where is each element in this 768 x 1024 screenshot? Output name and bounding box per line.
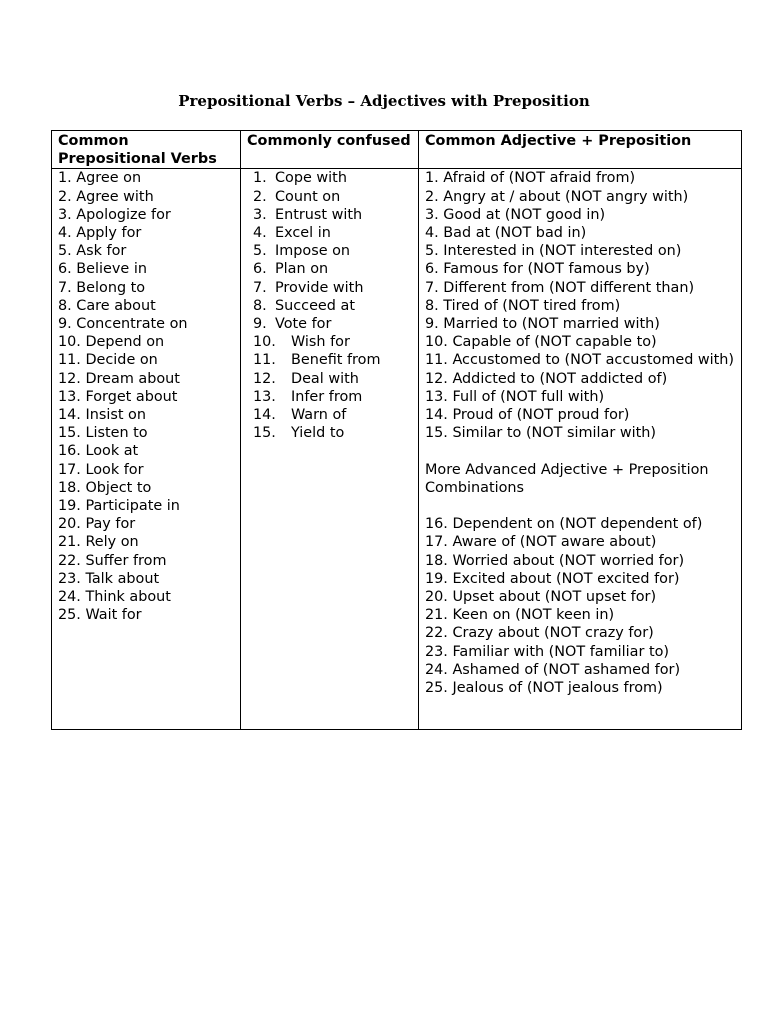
list-item: 4. Bad at (NOT bad in) <box>425 225 587 242</box>
list-item: 24. Think about <box>58 589 171 606</box>
list-item: 1. Afraid of (NOT afraid from) <box>425 170 636 187</box>
list-item-number: 8. <box>253 297 267 314</box>
list-item-number: 2. <box>253 188 267 205</box>
list-item <box>253 224 412 242</box>
list-item: 7. Belong to <box>58 279 146 296</box>
list-item <box>253 424 412 442</box>
list-item <box>253 315 412 333</box>
list-item: 19. Participate in <box>58 498 180 515</box>
advanced-adjective-list <box>425 515 735 697</box>
list-item: 22. Crazy about (NOT crazy for) <box>425 625 654 642</box>
list-item <box>253 188 412 206</box>
list-item: 8. Tired of (NOT tired from) <box>425 297 621 314</box>
header-prepositional-verbs: Common Prepositional Verbs <box>52 131 241 169</box>
list-item-number: 13. <box>253 388 276 405</box>
list-item-number: 12. <box>253 370 276 387</box>
list-item-text: Warn of <box>291 407 347 424</box>
list-item: 18. Object to <box>58 479 152 496</box>
list-item: 3. Good at (NOT good in) <box>425 206 606 223</box>
list-item: 11. Decide on <box>58 352 158 369</box>
list-item: 5. Ask for <box>58 243 127 260</box>
list-item: 16. Dependent on (NOT dependent of) <box>425 516 703 533</box>
list-item-text: Excel in <box>275 225 331 242</box>
prepositional-verbs-cell <box>52 169 241 730</box>
prepositional-verbs-list <box>58 169 234 624</box>
list-item: 15. Similar to (NOT similar with) <box>425 425 656 442</box>
list-item-text: Plan on <box>275 261 329 278</box>
commonly-confused-cell <box>241 169 419 730</box>
list-item: 5. Interested in (NOT interested on) <box>425 243 682 260</box>
list-item-number: 10. <box>253 334 276 351</box>
adjective-preposition-cell <box>419 169 742 730</box>
list-item <box>253 169 412 187</box>
adjective-preposition-list <box>425 169 735 442</box>
list-item: 6. Famous for (NOT famous by) <box>425 261 650 278</box>
list-item <box>253 388 412 406</box>
list-item-text: Provide with <box>275 279 364 296</box>
list-item <box>253 206 412 224</box>
list-item: 20. Upset about (NOT upset for) <box>425 589 657 606</box>
list-item <box>253 406 412 424</box>
list-item: 7. Different from (NOT different than) <box>425 279 695 296</box>
list-item-number: 9. <box>253 316 267 333</box>
list-item-text: Yield to <box>291 425 345 442</box>
list-item: 25. Wait for <box>58 607 142 624</box>
list-item-text: Entrust with <box>275 206 363 223</box>
list-item-number: 7. <box>253 279 267 296</box>
list-item-text: Infer from <box>291 388 363 405</box>
list-item-number: 4. <box>253 225 267 242</box>
list-item: 20. Pay for <box>58 516 136 533</box>
list-item: 9. Concentrate on <box>58 316 188 333</box>
list-item: 11. Accustomed to (NOT accustomed with) <box>425 352 735 369</box>
list-item <box>253 333 412 351</box>
list-item: 14. Proud of (NOT proud for) <box>425 407 630 424</box>
list-item: 24. Ashamed of (NOT ashamed for) <box>425 661 681 678</box>
spacer <box>425 497 735 515</box>
list-item: 6. Believe in <box>58 261 147 278</box>
list-item: 10. Depend on <box>58 334 165 351</box>
list-item: 19. Excited about (NOT excited for) <box>425 570 680 587</box>
list-item: 10. Capable of (NOT capable to) <box>425 334 657 351</box>
list-item: 8. Care about <box>58 297 156 314</box>
list-item-number: 15. <box>253 425 276 442</box>
list-item: 4. Apply for <box>58 225 142 242</box>
list-item <box>253 370 412 388</box>
list-item-number: 5. <box>253 243 267 260</box>
list-item: 21. Rely on <box>58 534 139 551</box>
list-item-text: Succeed at <box>275 297 355 314</box>
list-item-number: 11. <box>253 352 276 369</box>
list-item <box>253 260 412 278</box>
list-item: 25. Jealous of (NOT jealous from) <box>425 680 663 697</box>
list-item: 1. Agree on <box>58 170 142 187</box>
list-item: 13. Forget about <box>58 388 178 405</box>
list-item-text: Count on <box>275 188 341 205</box>
header-commonly-confused: Commonly confused <box>241 131 419 169</box>
list-item: 17. Look for <box>58 461 144 478</box>
list-item <box>253 297 412 315</box>
list-item: 2. Angry at / about (NOT angry with) <box>425 188 689 205</box>
list-item: 15. Listen to <box>58 425 148 442</box>
list-item: 23. Talk about <box>58 570 160 587</box>
list-item-text: Wish for <box>291 334 350 351</box>
list-item: 16. Look at <box>58 443 139 460</box>
list-item: 18. Worried about (NOT worried for) <box>425 552 685 569</box>
list-item: 3. Apologize for <box>58 206 171 223</box>
list-item <box>253 279 412 297</box>
list-item-text: Deal with <box>291 370 359 387</box>
advanced-subheading: More Advanced Adjective + Preposition Combinations <box>425 461 709 496</box>
table-header-row <box>52 131 742 169</box>
list-item-number: 6. <box>253 261 267 278</box>
spacer <box>425 442 735 460</box>
list-item: 14. Insist on <box>58 407 146 424</box>
list-item: 21. Keen on (NOT keen in) <box>425 607 615 624</box>
list-item-text: Vote for <box>275 316 332 333</box>
list-item-text: Benefit from <box>291 352 381 369</box>
list-item-text: Cope with <box>275 170 347 187</box>
list-item-number: 1. <box>253 170 267 187</box>
list-item: 23. Familiar with (NOT familiar to) <box>425 643 670 660</box>
header-adjective-preposition: Common Adjective + Preposition <box>419 131 742 169</box>
list-item-text: Impose on <box>275 243 351 260</box>
list-item: 2. Agree with <box>58 188 154 205</box>
prepositions-table <box>51 130 742 730</box>
list-item: 12. Dream about <box>58 370 180 387</box>
list-item-number: 3. <box>253 206 267 223</box>
list-item: 9. Married to (NOT married with) <box>425 316 660 333</box>
commonly-confused-list <box>253 169 412 442</box>
page-title: Prepositional Verbs – Adjectives with Preposition <box>178 92 590 110</box>
list-item: 13. Full of (NOT full with) <box>425 388 605 405</box>
list-item <box>253 242 412 260</box>
list-item: 12. Addicted to (NOT addicted of) <box>425 370 668 387</box>
list-item: 22. Suffer from <box>58 552 167 569</box>
list-item-number: 14. <box>253 407 276 424</box>
list-item: 17. Aware of (NOT aware about) <box>425 534 657 551</box>
list-item <box>253 351 412 369</box>
table-body-row <box>52 169 742 730</box>
